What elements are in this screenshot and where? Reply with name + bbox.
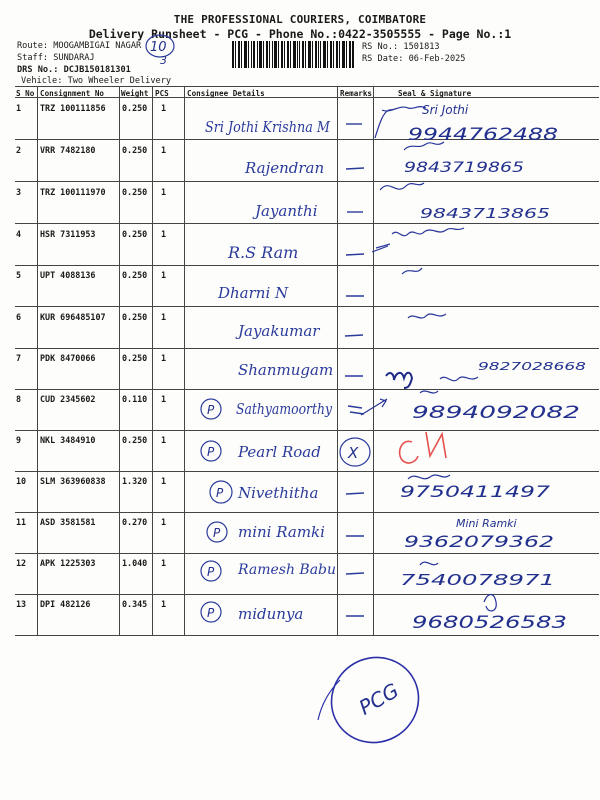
consignee-handwriting: Ramesh Babu <box>238 562 337 578</box>
col-consignee-header: Consignee Details <box>187 89 265 98</box>
row-weight: 0.250 <box>122 187 148 197</box>
consignee-handwriting: Jayakumar <box>238 322 320 340</box>
row-sno: 4 <box>16 229 22 239</box>
consignee-handwriting: Shanmugam <box>238 361 334 379</box>
row-consignment: ASD 3581581 <box>40 517 96 527</box>
row-pcs: 1 <box>161 312 167 322</box>
svg-text:P: P <box>207 445 215 459</box>
row-weight: 0.250 <box>122 229 148 239</box>
signature-phone: 9827028668 <box>478 360 586 373</box>
row-weight: 0.250 <box>122 435 148 445</box>
row-sno: 2 <box>16 145 22 155</box>
vehicle-label: Vehicle: Two Wheeler Delivery <box>21 76 172 86</box>
consignee-handwriting: Pearl Road <box>238 443 321 461</box>
row-consignment: VRR 7482180 <box>40 145 96 155</box>
row-sno: 5 <box>16 270 22 280</box>
row-sno: 10 <box>16 476 27 486</box>
signature-phone: 9843713865 <box>420 207 550 222</box>
col-sno-header: S No <box>16 89 35 98</box>
consignee-handwriting: R.S Ram <box>228 243 299 262</box>
signature-phone: 9894092082 <box>412 403 580 423</box>
row-consignment: APK 1225303 <box>40 558 96 568</box>
row-pcs: 1 <box>161 435 167 445</box>
remark-x-mark: X <box>348 444 359 462</box>
consignee-handwriting: mini Ramki <box>238 523 325 541</box>
signature-phone: 7540078971 <box>400 571 555 589</box>
col-weight-header: Weight <box>121 89 149 98</box>
row-weight: 0.345 <box>122 599 148 609</box>
rs-date: RS Date: 06-Feb-2025 <box>362 54 466 64</box>
row-consignment: PDK 8470066 <box>40 353 96 363</box>
row-sno: 6 <box>16 312 22 322</box>
row-weight: 0.270 <box>122 517 148 527</box>
consignee-handwriting: Sri Jothi Krishna M <box>205 118 331 136</box>
row-weight: 0.250 <box>122 312 148 322</box>
row-pcs: 1 <box>161 476 167 486</box>
row-consignment: HSR 7311953 <box>40 229 96 239</box>
row-pcs: 1 <box>161 103 167 113</box>
row-weight: 0.250 <box>122 145 148 155</box>
row-consignment: TRZ 100111856 <box>40 103 106 113</box>
row-sno: 13 <box>16 599 27 609</box>
row-sno: 1 <box>16 103 22 113</box>
consignee-handwriting: Dharni N <box>218 284 289 302</box>
row-sno: 9 <box>16 435 22 445</box>
consignee-handwriting: Nivethitha <box>238 484 319 502</box>
row-consignment: NKL 3484910 <box>40 435 96 445</box>
red-cn-scribble <box>400 432 446 463</box>
row-sno: 7 <box>16 353 22 363</box>
row-consignment: TRZ 100111970 <box>40 187 106 197</box>
signature-phone: 9362079362 <box>404 532 554 551</box>
row-pcs: 1 <box>161 558 167 568</box>
consignee-handwriting: Sathyamoorthy <box>236 400 333 418</box>
row-consignment: KUR 696485107 <box>40 312 106 322</box>
svg-text:P: P <box>216 486 224 500</box>
route-label: Route: MOOGAMBIGAI NAGAR <box>17 41 142 51</box>
svg-text:3: 3 <box>160 54 167 66</box>
company-title: THE PROFESSIONAL COURIERS, COIMBATORE <box>173 13 427 26</box>
svg-text:P: P <box>207 606 215 620</box>
consignee-handwriting: Rajendran <box>245 159 325 177</box>
signature-name: Mini Ramki <box>456 517 517 530</box>
col-consignment-header: Consignment No <box>40 89 105 98</box>
row-pcs: 1 <box>161 229 167 239</box>
signature-phone: 9843719865 <box>404 160 525 176</box>
row-consignment: SLM 363960838 <box>40 476 106 486</box>
row-sno: 8 <box>16 394 22 404</box>
col-remarks-header: Remarks <box>340 89 373 98</box>
staff-label: Staff: SUNDARAJ <box>17 53 95 63</box>
row-consignment: CUD 2345602 <box>40 394 96 404</box>
pcg-stamp <box>316 642 434 759</box>
row-sno: 11 <box>16 517 27 527</box>
signature-name: Sri Jothi <box>422 103 469 117</box>
consignee-handwriting: midunya <box>238 605 304 623</box>
row-weight: 1.040 <box>122 558 148 568</box>
runsheet-subtitle: Delivery Runsheet - PCG - Phone No.:0422-3505555 - Page No.:1 <box>88 27 512 41</box>
col-pcs-header: PCS <box>155 89 169 98</box>
row-weight: 0.250 <box>122 353 148 363</box>
row-weight: 0.110 <box>122 394 148 404</box>
row-pcs: 1 <box>161 270 167 280</box>
svg-text:P: P <box>207 403 215 417</box>
row-pcs: 1 <box>161 353 167 363</box>
row-consignment: DPI 482126 <box>40 599 91 609</box>
row-sno: 3 <box>16 187 22 197</box>
row-weight: 0.250 <box>122 103 148 113</box>
row-pcs: 1 <box>161 599 167 609</box>
barcode-image <box>232 41 354 68</box>
signature-phone: 9944762488 <box>408 125 559 145</box>
consignee-handwriting: Jayanthi <box>255 202 318 220</box>
signature-phone: 9750411497 <box>400 482 552 501</box>
rs-number: RS No.: 1501813 <box>362 42 440 52</box>
drs-number: DRS No.: DCJB150181301 <box>17 65 131 75</box>
row-sno: 12 <box>16 558 27 568</box>
row-pcs: 1 <box>161 145 167 155</box>
row-weight: 1.320 <box>122 476 148 486</box>
col-signature-header: Seal & Signature <box>398 89 472 98</box>
svg-text:10: 10 <box>150 40 167 55</box>
row-pcs: 1 <box>161 187 167 197</box>
svg-text:P: P <box>213 526 221 540</box>
row-weight: 0.250 <box>122 270 148 280</box>
row-pcs: 1 <box>161 394 167 404</box>
svg-text:PCG: PCG <box>354 678 403 720</box>
row-consignment: UPT 4088136 <box>40 270 96 280</box>
svg-text:P: P <box>207 565 215 579</box>
signature-phone: 9680526583 <box>412 613 567 633</box>
row-pcs: 1 <box>161 517 167 527</box>
